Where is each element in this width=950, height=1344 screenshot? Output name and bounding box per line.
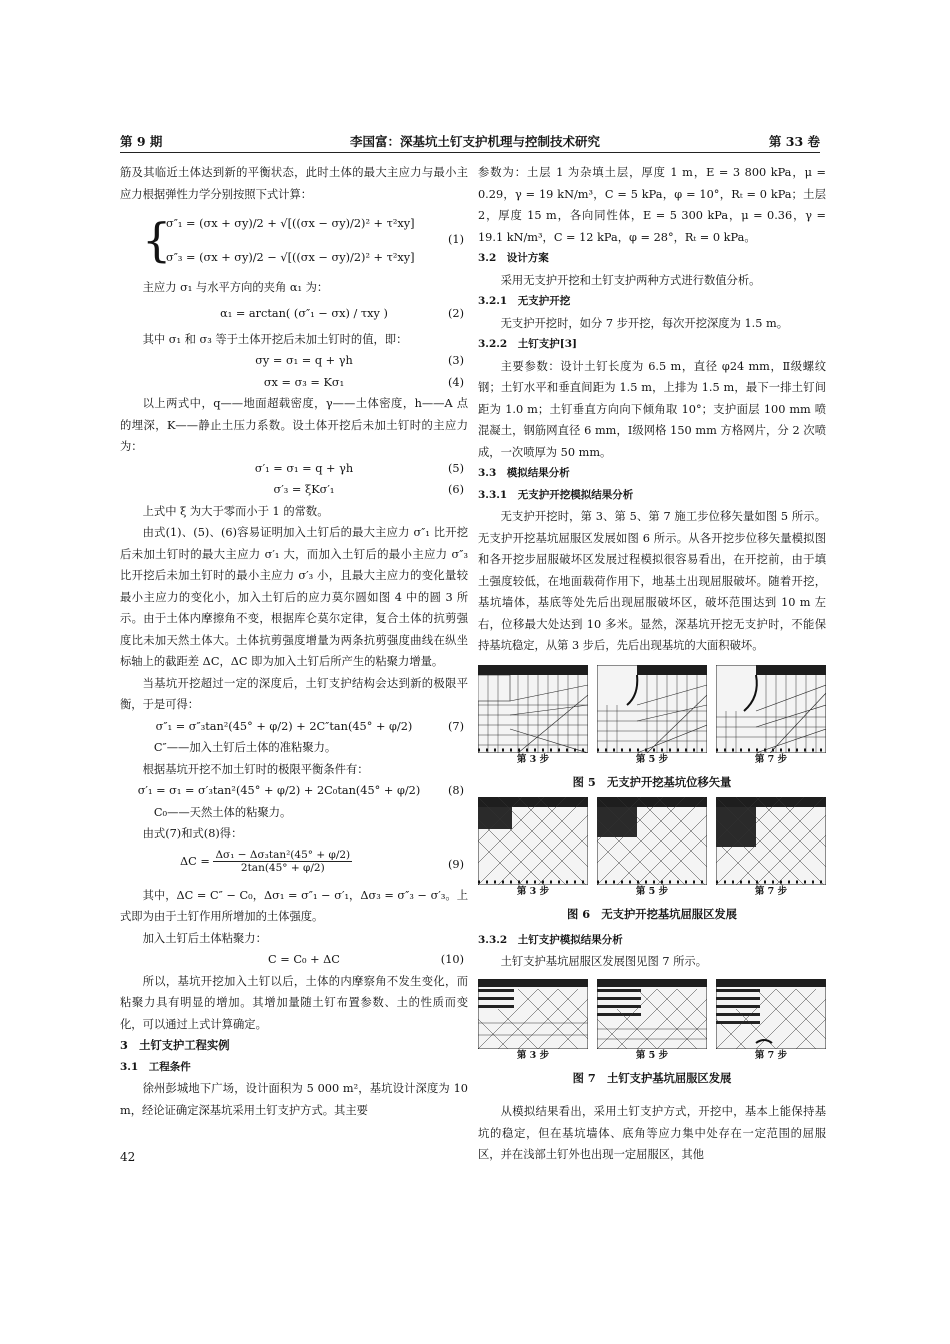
subsection-heading: 3.1 工程条件 <box>120 1060 191 1073</box>
figure-5-caption: 图 5 无支护开挖基坑位移矢量 <box>572 774 732 789</box>
equation-6 <box>120 479 468 501</box>
figure-7-label: 第 5 步 <box>635 1049 669 1061</box>
equation-number: (1) <box>447 233 464 246</box>
equation-definition: C″——加入土钉后土体的准粘聚力。 <box>153 741 337 754</box>
equation-body: σy = σ₁ = q + γh <box>255 354 353 367</box>
equation-9 <box>120 845 468 885</box>
equation-body: σx = σ₃ = Kσ₁ <box>263 375 345 389</box>
section-heading: 3 土钉支护工程实例 <box>120 1038 230 1052</box>
subsection-heading: 3.2.2 土钉支护[3] <box>478 338 577 350</box>
soil-nail-yield-mesh-image <box>478 979 588 1049</box>
equation-number: (10) <box>440 953 464 966</box>
yield-zone-mesh-image <box>597 797 707 885</box>
equation-1b: σ″₃ = (σx + σy)/2 − √[((σx − σy)/2)² + τ²xy] <box>166 251 415 264</box>
equation-8 <box>120 780 468 802</box>
paragraph: 当基坑开挖超过一定的深度后，土钉支护结构会达到新的极限平衡，于是可得： <box>120 676 468 711</box>
paragraph: 由式(1)、(5)、(6)容易证明加入土钉后的最大主应力 σ″₁ 比开挖后未加土钉时的最大主应力 σ′₁ 大，而加入土钉后的最小主应力 σ″₃ 比开挖后未加土钉时的最小主应力 σ′₃ 小，且最大主应力的变化量较最小主应力的变化小，加入土钉后的应力莫尔圆如图 4 中的圆 3 所示。由于土体内摩擦角不变，根据库仑莫尔定律，复合土体的抗剪强度比未加天然土体大。土体抗剪强度增量为两条抗剪强度曲线在纵坐标轴上的截距差 ΔC，ΔC 即为加入土钉后所产生的粘聚力增量。 <box>120 526 468 668</box>
figure-5-label: 第 5 步 <box>635 753 669 765</box>
header-issue: 第 9 期 <box>120 134 163 149</box>
equation-2 <box>120 299 468 329</box>
equation-body: σ′₁ = σ₁ = q + γh <box>254 461 354 475</box>
equation-body: C = C₀ + ΔC <box>268 953 340 966</box>
figure-7-panel <box>597 979 707 1062</box>
paragraph: 其中，ΔC = C″ − C₀，Δσ₁ = σ″₁ − σ′₁，Δσ₃ = σ″₃ − σ′₃。上式即为由于土钉作用所增加的土体强度。 <box>120 888 468 923</box>
subsection-heading: 3.2.1 无支护开挖 <box>478 295 571 307</box>
equation-body: α₁ = arctan( (σ″₁ − σx) / τxy ) <box>220 306 388 320</box>
equation-5 <box>120 458 468 480</box>
equation-number: (3) <box>447 354 464 367</box>
equation-definition: C₀——天然土体的粘聚力。 <box>153 805 292 819</box>
subsection-heading: 3.2 设计方案 <box>478 252 549 264</box>
header-title: 李国富：深基坑土钉支护机理与控制技术研究 <box>349 134 600 149</box>
figure-5-panel <box>597 665 707 766</box>
figure-6 <box>478 797 826 926</box>
figure-5 <box>478 665 826 794</box>
subsection-heading: 3.3 模拟结果分析 <box>478 467 570 479</box>
equation-fraction <box>213 849 352 874</box>
subsection-heading: 3.3.2 土钉支护模拟结果分析 <box>478 933 623 946</box>
left-column <box>120 162 468 1121</box>
yield-zone-mesh-image <box>478 797 588 885</box>
paragraph: 从模拟结果看出，采用土钉支护方式，开挖中，基本上能保持基坑的稳定，但在基坑墙体、底角等应力集中处存在一定范围的屈服区，并在浅部土钉外也出现一定屈服区，其他 <box>478 1105 826 1161</box>
right-column <box>478 162 826 1166</box>
figure-6-label: 第 5 步 <box>635 886 669 897</box>
figure-7-caption: 图 7 土钉支护基坑屈服区发展 <box>572 1070 732 1085</box>
paragraph: 土钉支护基坑屈服区发展图见图 7 所示。 <box>500 955 708 968</box>
equation-number: (4) <box>447 375 464 389</box>
paragraph: 主要参数：设计土钉长度为 6.5 m，直径 φ24 mm，Ⅱ级螺纹钢；土钉水平和垂直间距为 1.5 m，上排为 1.5 m，最下一排土钉间距为 1.0 m；土钉垂直方向向下倾角取 10°；支护面层 100 mm 喷混凝土，钢筋网直径 6 mm，Ⅰ级网格 150 mm 方格网片，分 2 次喷成，一次喷厚为 50 mm。 <box>478 359 826 459</box>
header-rule <box>120 152 820 153</box>
soil-nail-yield-mesh-image <box>716 979 826 1049</box>
figure-7-label: 第 7 步 <box>754 1049 788 1061</box>
figure-5-panel <box>716 665 826 766</box>
figure-6-panel <box>478 797 588 898</box>
equation-7 <box>120 716 468 738</box>
figure-7 <box>478 979 826 1090</box>
figure-6-panel <box>716 797 826 898</box>
paragraph: 筋及其临近土体达到新的平衡状态，此时土体的最大主应力与最小主应力根据弹性力学分别按照下式计算： <box>120 166 468 201</box>
paragraph: 所以，基坑开挖加入土钉以后，土体的内摩察角不发生变化，而粘聚力具有明显的增加。其增加量随土钉布置参数、土的性质而变化，可以通过上式计算确定。 <box>120 974 468 1031</box>
equation-3 <box>120 350 468 372</box>
displacement-mesh-image <box>716 665 826 753</box>
equation-lhs: ΔC = <box>180 854 210 868</box>
displacement-mesh-image <box>597 665 707 753</box>
figure-7-panel <box>478 979 588 1062</box>
equation-brace: { <box>142 213 172 267</box>
paragraph: 徐州彭城地下广场，设计面积为 5 000 m²，基坑设计深度为 10 m，经论证确定深基坑采用土钉支护方式。其主要 <box>120 1082 468 1117</box>
soil-nail-yield-mesh-image <box>597 979 707 1049</box>
figure-7-label: 第 3 步 <box>516 1049 550 1061</box>
figure-5-panel <box>478 665 588 766</box>
paragraph: 以上两式中，q——地面超载密度，γ——土体密度，h——A 点的埋深，K——静止土压力系数。设土体开挖后未加土钉时的主应力为： <box>120 397 468 453</box>
paragraph: 其中 σ₁ 和 σ₃ 等于土体开挖后未加土钉时的值，即： <box>142 332 408 346</box>
paragraph: 根据基坑开挖不加土钉时的极限平衡条件有： <box>142 762 369 776</box>
figure-5-label: 第 7 步 <box>754 753 788 765</box>
equation-number: (5) <box>447 461 464 475</box>
equation-4 <box>120 372 468 394</box>
equation-number: (9) <box>447 857 464 871</box>
paragraph: 采用无支护开挖和土钉支护两种方式进行数值分析。 <box>500 273 761 287</box>
equation-1a: σ″₁ = (σx + σy)/2 + √[((σx − σy)/2)² + τ²xy] <box>166 217 415 230</box>
equation-10 <box>120 949 468 971</box>
equation-1 <box>120 205 468 277</box>
page-number: 42 <box>120 1150 136 1164</box>
subsection-heading: 3.3.1 无支护开挖模拟结果分析 <box>478 488 634 501</box>
paragraph: 无支护开挖时，如分 7 步开挖，每次开挖深度为 1.5 m。 <box>500 316 789 330</box>
displacement-mesh-image <box>478 665 588 753</box>
figure-6-caption: 图 6 无支护开挖基坑屈服区发展 <box>567 907 737 921</box>
equation-number: (8) <box>447 784 464 797</box>
paragraph: 上式中 ξ 为大于零而小于 1 的常数。 <box>142 504 329 518</box>
paragraph: 加入土钉后土体粘聚力： <box>142 931 267 945</box>
figure-7-panel <box>716 979 826 1062</box>
paragraph: 由式(7)和式(8)得： <box>142 827 243 840</box>
equation-number: (6) <box>447 483 464 496</box>
figure-5-label: 第 3 步 <box>516 753 550 765</box>
figure-6-panel <box>597 797 707 898</box>
yield-zone-mesh-image <box>716 797 826 885</box>
equation-number: (2) <box>447 306 464 320</box>
equation-body: σ″₁ = σ″₃tan²(45° + φ/2) + 2C″tan(45° + φ/2) <box>155 719 413 733</box>
paragraph: 参数为：土层 1 为杂填土层，厚度 1 m，E = 3 800 kPa，μ = 0.29，γ = 19 kN/m³，C = 5 kPa，φ = 10°，Rₜ = 0 kPa；土层 2，厚度 15 m，各向同性体，E = 5 300 kPa，μ = 0.36，γ = 19.1 kN/m³，C = 12 kPa，φ = 28°，Rₜ = 0 kPa。 <box>478 166 826 244</box>
equation-body: σ′₃ = ξKσ′₁ <box>273 483 335 496</box>
equation-body: σ′₁ = σ₁ = σ′₃tan²(45° + φ/2) + 2C₀tan(45° + φ/2) <box>137 784 421 797</box>
equation-denominator: 2tan(45° + φ/2) <box>240 861 325 874</box>
header-volume: 第 33 卷 <box>768 134 820 149</box>
equation-number: (7) <box>447 719 464 733</box>
figure-6-label: 第 3 步 <box>516 886 550 897</box>
paragraph: 无支护开挖时，第 3、第 5、第 7 施工步位移矢量如图 5 所示。无支护开挖基坑屈服区发展如图 6 所示。从各开挖步位移矢量模拟图和各开挖步屈服破坏区发展过程模拟很容易看出，在开挖前，由于填土强度较低，在地面载荷作用下，地基土出现屈服破坏。随着开挖，基坑墙体，基底等处先后出现屈服破坏区，破坏范围达到 10 m 左右，位移最大处达到 10 多米。显然，深基坑开挖无支护时，不能保持基坑稳定，从第 3 步后，先后出现基坑的大面积破坏。 <box>478 510 826 652</box>
paragraph: 主应力 σ₁ 与水平方向的夹角 α₁ 为： <box>142 281 329 294</box>
equation-numerator: Δσ₁ − Δσ₃tan²(45° + φ/2) <box>215 848 351 861</box>
figure-6-label: 第 7 步 <box>754 886 788 897</box>
